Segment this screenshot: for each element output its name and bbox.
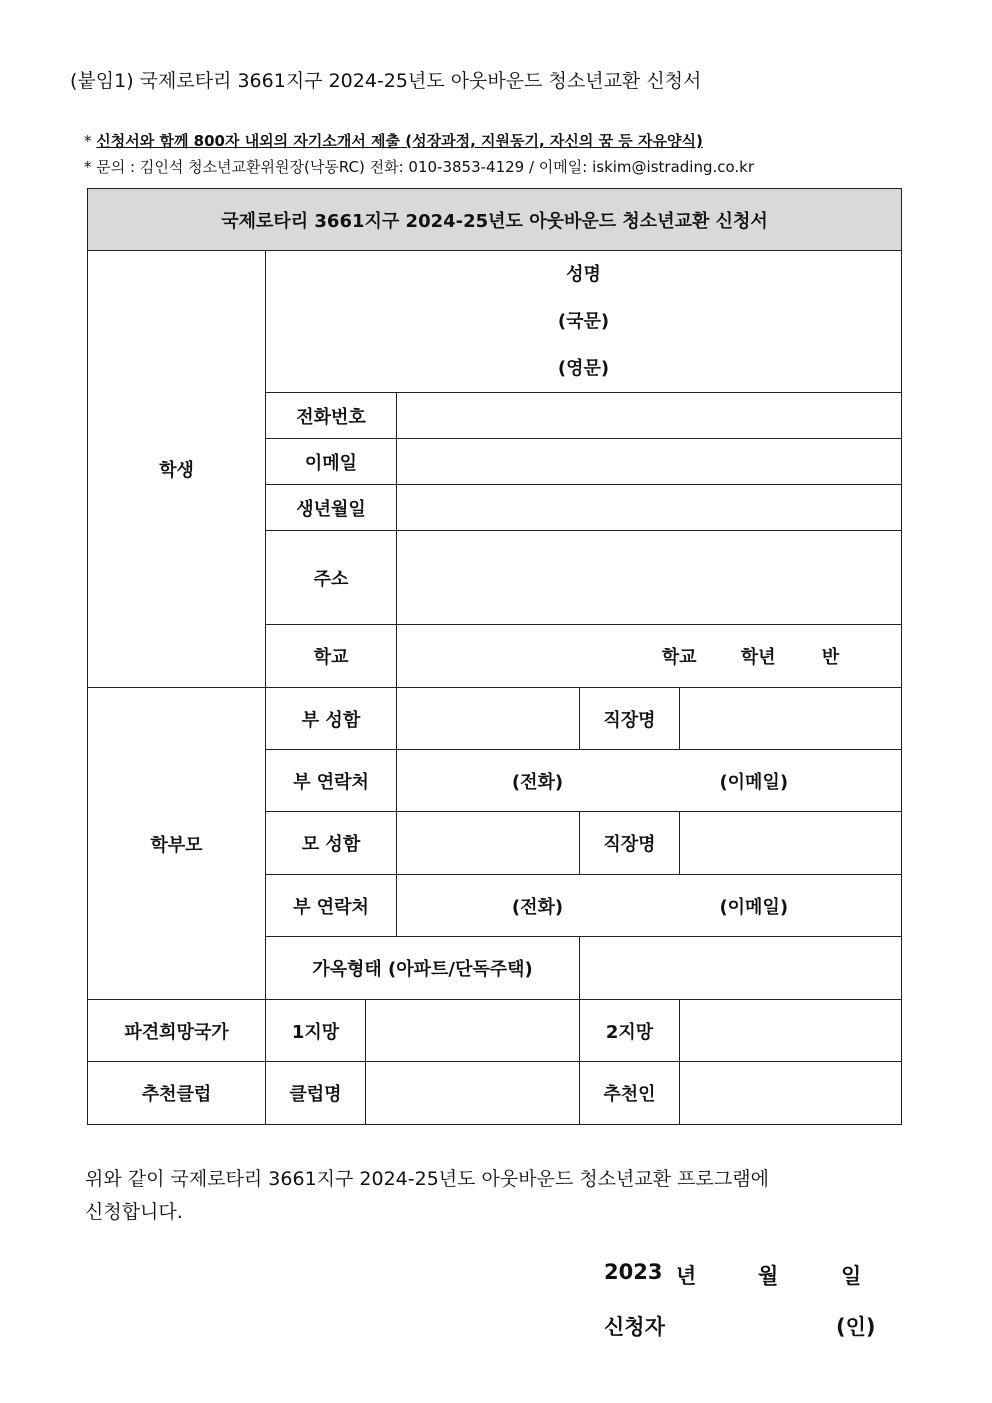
birth-label: 생년월일 <box>266 485 397 531</box>
mother-workplace-label: 직장명 <box>580 812 680 875</box>
declaration-line2: 신청합니다. <box>85 1201 183 1223</box>
attachment-title: (붙임1) 국제로타리 3661지구 2024-25년도 아웃바운드 청소년교환 신청서 <box>70 70 702 92</box>
name-english-label: (영문) <box>557 358 610 379</box>
mother-phone-hint: (전화) <box>511 896 564 918</box>
choice2-field[interactable] <box>680 1000 902 1062</box>
father-email-hint: (이메일) <box>719 771 789 793</box>
choice1-field[interactable] <box>366 1000 580 1062</box>
father-contact-label: 부 연락처 <box>266 750 397 812</box>
mother-email-hint: (이메일) <box>719 896 789 918</box>
seal-label: (인) <box>836 1315 876 1339</box>
choice1-label: 1지망 <box>266 1000 366 1062</box>
note-essay-text: 신청서와 함께 800자 내외의 자기소개서 제출 (성장과정, 지원동기, 자신의 꿈 등 자유양식) <box>96 132 703 150</box>
housing-label: 가옥형태 (아파트/단독주택) <box>266 937 580 1000</box>
recommender-label: 추천인 <box>580 1062 680 1125</box>
recommender-field[interactable] <box>680 1062 902 1125</box>
mother-name-field[interactable] <box>397 812 580 875</box>
birth-field[interactable] <box>397 485 902 531</box>
mother-name-label: 모 성함 <box>266 812 397 875</box>
class-suffix: 반 <box>821 647 840 668</box>
school-suffix: 학교 <box>661 647 697 668</box>
note-bullet: * <box>84 132 97 150</box>
father-workplace-label: 직장명 <box>580 688 680 750</box>
note-essay <box>84 130 703 151</box>
parents-section-label: 학부모 <box>88 688 266 1000</box>
choice2-label: 2지망 <box>580 1000 680 1062</box>
father-contact-field[interactable] <box>397 750 902 812</box>
club-name-label: 클럽명 <box>266 1062 366 1125</box>
declaration <box>85 1163 885 1229</box>
email-field[interactable] <box>397 439 902 485</box>
signature-day-label: 일 <box>841 1264 862 1288</box>
mother-workplace-field[interactable] <box>680 812 902 875</box>
country-section-label: 파견희망국가 <box>88 1000 266 1062</box>
address-label: 주소 <box>266 531 397 625</box>
school-field[interactable] <box>397 625 902 688</box>
father-name-label: 부 성함 <box>266 688 397 750</box>
signature-year-label: 년 <box>676 1264 697 1288</box>
address-field[interactable] <box>397 531 902 625</box>
applicant-label: 신청자 <box>604 1315 665 1339</box>
club-name-field[interactable] <box>366 1062 580 1125</box>
mother-contact-field[interactable] <box>397 875 902 937</box>
name-field[interactable] <box>266 251 902 393</box>
club-section-label: 추천클럽 <box>88 1062 266 1125</box>
school-label: 학교 <box>266 625 397 688</box>
father-name-field[interactable] <box>397 688 580 750</box>
signature-month-label: 월 <box>758 1264 779 1288</box>
grade-suffix: 학년 <box>740 647 776 668</box>
phone-field[interactable] <box>397 393 902 439</box>
housing-field[interactable] <box>580 937 902 1000</box>
form-title: 국제로타리 3661지구 2024-25년도 아웃바운드 청소년교환 신청서 <box>88 189 902 251</box>
name-label: 성명 <box>566 264 601 285</box>
note-contact: * 문의 : 김인석 청소년교환위원장(낙동RC) 전화: 010-3853-4129 / 이메일: iskim@istrading.co.kr <box>84 158 755 176</box>
name-korean-label: (국문) <box>557 311 610 332</box>
phone-label: 전화번호 <box>266 393 397 439</box>
mother-contact-label: 부 연락처 <box>266 875 397 937</box>
email-label: 이메일 <box>266 439 397 485</box>
father-phone-hint: (전화) <box>511 771 564 793</box>
signature-year: 2023 <box>604 1260 663 1284</box>
application-form-table <box>87 188 902 1125</box>
father-workplace-field[interactable] <box>680 688 902 750</box>
declaration-line1: 위와 같이 국제로타리 3661지구 2024-25년도 아웃바운드 청소년교환 프로그램에 <box>85 1168 769 1190</box>
student-section-label: 학생 <box>88 251 266 688</box>
